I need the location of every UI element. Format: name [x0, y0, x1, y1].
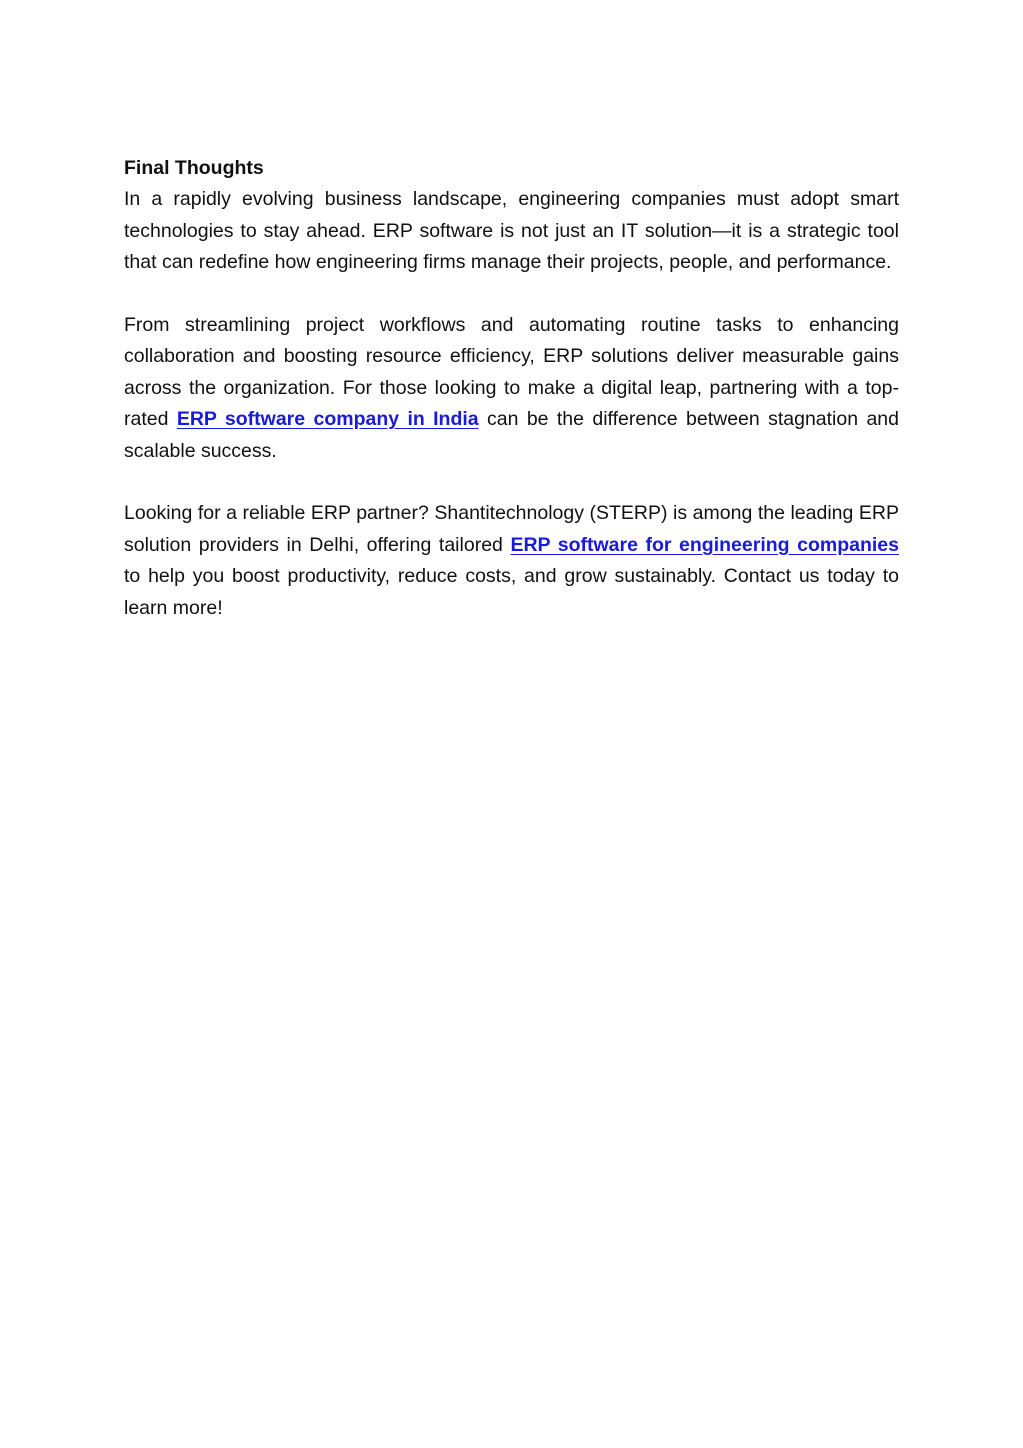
section-heading: Final Thoughts [124, 157, 264, 179]
erp-software-company-india-link[interactable]: ERP software company in India [176, 408, 479, 431]
paragraph-spacer [124, 279, 899, 310]
paragraph-contact [124, 498, 899, 624]
paragraph-benefits [124, 310, 899, 467]
paragraph-benefits-text-before: From streamlining project workflows and automating routine tasks to enhancing collaboration and boosting resource efficiency, ERP solutions deliver measurable gains across the organization. For those looking to make a digital leap, partnering with a top-rated [124, 314, 899, 431]
paragraph-benefits-text-after: can be the difference between stagnation and scalable success. [124, 408, 899, 462]
erp-software-engineering-companies-link[interactable]: ERP software for engineering companies [510, 533, 899, 556]
paragraph-intro: In a rapidly evolving business landscape, engineering companies must adopt smart technologies to stay ahead. ERP software is not just an IT solution—it is a strategic tool that can redefine how engineering firms manage their projects, people, and performance. [124, 188, 899, 274]
paragraph-contact-text-before: Looking for a reliable ERP partner? Shantitechnology (STERP) is among the leading ERP solution providers in Delhi, offering tailored [124, 502, 899, 556]
final-thoughts-section [124, 153, 899, 624]
paragraph-contact-text-after: to help you boost productivity, reduce costs, and grow sustainably. Contact us today to learn more! [124, 565, 899, 619]
paragraph-spacer [124, 467, 899, 498]
